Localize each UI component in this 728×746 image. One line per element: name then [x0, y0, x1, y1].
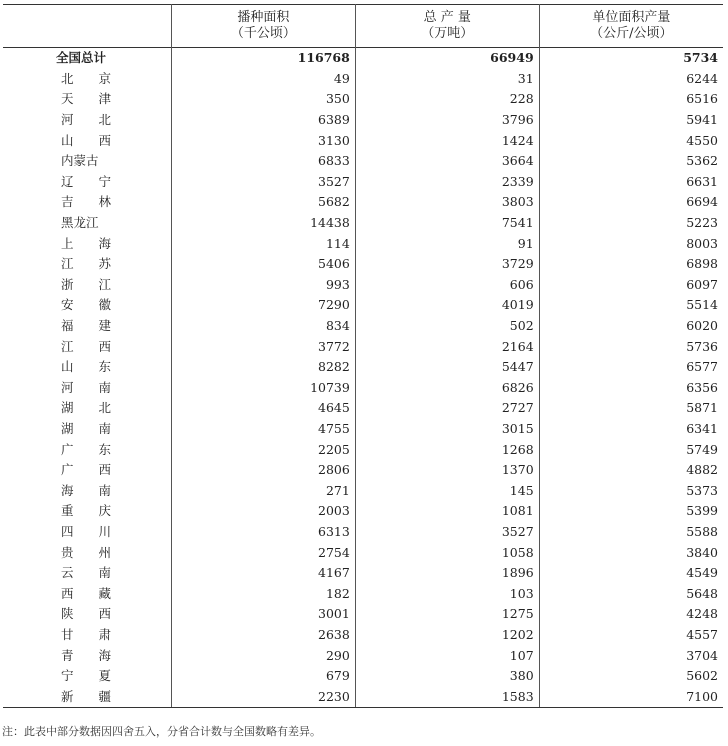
total-output-cell: 2339 — [355, 172, 539, 193]
yield-cell: 5941 — [539, 110, 723, 131]
sown-area-cell: 679 — [172, 666, 356, 687]
region-name: 安 徽 — [61, 297, 112, 313]
sown-area-cell: 116768 — [172, 48, 356, 69]
table-row — [3, 172, 723, 193]
sown-area-cell: 2205 — [172, 439, 356, 460]
region-name: 天 津 — [61, 91, 112, 107]
yield-cell: 5736 — [539, 336, 723, 357]
sown-area-cell: 2230 — [172, 686, 356, 707]
region-name: 山 东 — [61, 359, 112, 375]
sown-area-cell: 3527 — [172, 172, 356, 193]
sown-area-cell: 6833 — [172, 151, 356, 172]
table-row — [3, 110, 723, 131]
region-name: 北 京 — [61, 70, 112, 86]
yield-cell: 5399 — [539, 501, 723, 522]
yield-cell: 3840 — [539, 542, 723, 563]
total-output-cell: 1424 — [355, 130, 539, 151]
table-row — [3, 336, 723, 357]
sown-area-cell: 49 — [172, 69, 356, 90]
table-row — [3, 460, 723, 481]
total-output-cell: 2164 — [355, 336, 539, 357]
region-name: 广 西 — [61, 462, 112, 478]
yield-cell: 7100 — [539, 686, 723, 707]
region-name: 湖 南 — [61, 420, 112, 436]
table-row — [3, 213, 723, 234]
sown-area-cell: 3772 — [172, 336, 356, 357]
sown-area-cell: 271 — [172, 480, 356, 501]
table-row — [3, 583, 723, 604]
yield-cell: 4882 — [539, 460, 723, 481]
sown-area-cell: 7290 — [172, 295, 356, 316]
total-output-cell: 4019 — [355, 295, 539, 316]
yield-cell: 3704 — [539, 645, 723, 666]
total-output-cell: 228 — [355, 89, 539, 110]
sown-area-cell: 3001 — [172, 604, 356, 625]
table-row — [3, 398, 723, 419]
total-output-cell: 1268 — [355, 439, 539, 460]
region-name: 山 西 — [61, 132, 112, 148]
total-output-cell: 91 — [355, 233, 539, 254]
total-output-cell: 1583 — [355, 686, 539, 707]
table-row — [3, 419, 723, 440]
header-total-output-title: 总 产 量 — [423, 10, 471, 25]
sown-area-cell: 6313 — [172, 522, 356, 543]
sown-area-cell: 114 — [172, 233, 356, 254]
table-row — [3, 501, 723, 522]
yield-cell: 5648 — [539, 583, 723, 604]
header-yield-title: 单位面积产量 — [592, 10, 671, 25]
header-yield — [539, 5, 723, 48]
total-output-cell: 3796 — [355, 110, 539, 131]
yield-cell: 5734 — [539, 48, 723, 69]
region-name: 河 南 — [61, 379, 112, 395]
total-output-cell: 3664 — [355, 151, 539, 172]
region-name: 青 海 — [61, 647, 112, 663]
sown-area-cell: 8282 — [172, 357, 356, 378]
yield-cell: 4248 — [539, 604, 723, 625]
region-name: 福 建 — [61, 318, 112, 334]
table-row — [3, 480, 723, 501]
table-row — [3, 645, 723, 666]
region-name: 江 西 — [61, 338, 112, 354]
header-sown-area — [172, 5, 356, 48]
yield-cell: 6244 — [539, 69, 723, 90]
table-row — [3, 151, 723, 172]
total-output-cell: 2727 — [355, 398, 539, 419]
yield-cell: 6356 — [539, 378, 723, 399]
header-sown-area-title: 播种面积 — [237, 10, 290, 25]
region-name: 全国总计 — [56, 50, 107, 66]
region-name: 河 北 — [61, 112, 112, 128]
yield-cell: 6631 — [539, 172, 723, 193]
table-row — [3, 254, 723, 275]
total-output-cell: 1081 — [355, 501, 539, 522]
sown-area-cell: 2754 — [172, 542, 356, 563]
table-row — [3, 130, 723, 151]
total-output-cell: 6826 — [355, 378, 539, 399]
table-row — [3, 378, 723, 399]
total-output-cell: 145 — [355, 480, 539, 501]
total-output-cell: 1275 — [355, 604, 539, 625]
total-output-cell: 7541 — [355, 213, 539, 234]
total-output-cell: 66949 — [355, 48, 539, 69]
region-name: 广 东 — [61, 441, 112, 457]
region-name: 新 疆 — [3, 686, 172, 707]
header-total-output — [355, 5, 539, 48]
total-output-cell: 3015 — [355, 419, 539, 440]
table-row — [3, 192, 723, 213]
header-region — [3, 5, 172, 48]
footnote: 注：此表中部分数据因四舍五入，分省合计数与全国数略有差异。 — [2, 725, 321, 738]
yield-cell: 6898 — [539, 254, 723, 275]
region-name: 黑龙江 — [61, 215, 99, 231]
yield-cell: 5871 — [539, 398, 723, 419]
sown-area-cell: 14438 — [172, 213, 356, 234]
yield-cell: 5588 — [539, 522, 723, 543]
table-row — [3, 357, 723, 378]
total-output-cell: 606 — [355, 275, 539, 296]
yield-cell: 4549 — [539, 563, 723, 584]
sown-area-cell: 4645 — [172, 398, 356, 419]
sown-area-cell: 834 — [172, 316, 356, 337]
total-output-cell: 1370 — [355, 460, 539, 481]
header-total-output-unit: （万吨） — [421, 26, 474, 41]
region-name: 陕 西 — [61, 606, 112, 622]
sown-area-cell: 2638 — [172, 625, 356, 646]
region-name: 四 川 — [61, 523, 112, 539]
header-yield-unit: （公斤/公顷） — [590, 26, 673, 41]
sown-area-cell: 350 — [172, 89, 356, 110]
yield-cell: 6577 — [539, 357, 723, 378]
yield-cell: 6516 — [539, 89, 723, 110]
total-output-cell: 1202 — [355, 625, 539, 646]
region-name: 吉 林 — [61, 194, 112, 210]
total-output-cell: 3803 — [355, 192, 539, 213]
yield-cell: 6097 — [539, 275, 723, 296]
total-output-cell: 3729 — [355, 254, 539, 275]
grain-statistics-table — [3, 4, 723, 708]
total-output-cell: 31 — [355, 69, 539, 90]
yield-cell: 5362 — [539, 151, 723, 172]
yield-cell: 5749 — [539, 439, 723, 460]
table-row — [3, 233, 723, 254]
region-name: 内蒙古 — [61, 153, 99, 169]
region-name: 重 庆 — [61, 503, 112, 519]
table-row — [3, 542, 723, 563]
table-row — [3, 439, 723, 460]
sown-area-cell: 2003 — [172, 501, 356, 522]
yield-cell: 8003 — [539, 233, 723, 254]
table-row — [3, 625, 723, 646]
table-row — [3, 89, 723, 110]
region-name: 江 苏 — [61, 256, 112, 272]
region-name: 湖 北 — [61, 400, 112, 416]
sown-area-cell: 3130 — [172, 130, 356, 151]
sown-area-cell: 5406 — [172, 254, 356, 275]
total-output-cell: 5447 — [355, 357, 539, 378]
total-output-cell: 1896 — [355, 563, 539, 584]
total-output-cell: 502 — [355, 316, 539, 337]
sown-area-cell: 4167 — [172, 563, 356, 584]
table-header — [3, 5, 723, 48]
total-row — [3, 48, 723, 69]
sown-area-cell: 6389 — [172, 110, 356, 131]
sown-area-cell: 290 — [172, 645, 356, 666]
total-output-cell: 380 — [355, 666, 539, 687]
table-row — [3, 563, 723, 584]
table-row — [3, 316, 723, 337]
total-output-cell: 103 — [355, 583, 539, 604]
region-name: 海 南 — [61, 482, 112, 498]
table-row — [3, 686, 723, 707]
region-name: 甘 肃 — [61, 626, 112, 642]
region-name: 西 藏 — [61, 585, 112, 601]
sown-area-cell: 5682 — [172, 192, 356, 213]
sown-area-cell: 2806 — [172, 460, 356, 481]
sown-area-cell: 4755 — [172, 419, 356, 440]
yield-cell: 5223 — [539, 213, 723, 234]
table-row — [3, 295, 723, 316]
yield-cell: 5373 — [539, 480, 723, 501]
header-sown-area-unit: （千公顷） — [230, 26, 296, 41]
region-name: 宁 夏 — [61, 668, 112, 684]
yield-cell: 6341 — [539, 419, 723, 440]
table-row — [3, 666, 723, 687]
yield-cell: 6020 — [539, 316, 723, 337]
sown-area-cell: 993 — [172, 275, 356, 296]
table-row — [3, 69, 723, 90]
sown-area-cell: 182 — [172, 583, 356, 604]
sown-area-cell: 10739 — [172, 378, 356, 399]
total-output-cell: 1058 — [355, 542, 539, 563]
yield-cell: 6694 — [539, 192, 723, 213]
table-row — [3, 522, 723, 543]
total-output-cell: 3527 — [355, 522, 539, 543]
yield-cell: 5514 — [539, 295, 723, 316]
table-body — [3, 48, 723, 708]
table-row — [3, 275, 723, 296]
yield-cell: 4550 — [539, 130, 723, 151]
region-name: 贵 州 — [61, 544, 112, 560]
yield-cell: 5602 — [539, 666, 723, 687]
region-name: 浙 江 — [61, 276, 112, 292]
total-output-cell: 107 — [355, 645, 539, 666]
table-row — [3, 604, 723, 625]
region-name: 云 南 — [61, 565, 112, 581]
region-name: 上 海 — [61, 235, 112, 251]
yield-cell: 4557 — [539, 625, 723, 646]
region-name: 辽 宁 — [61, 173, 112, 189]
